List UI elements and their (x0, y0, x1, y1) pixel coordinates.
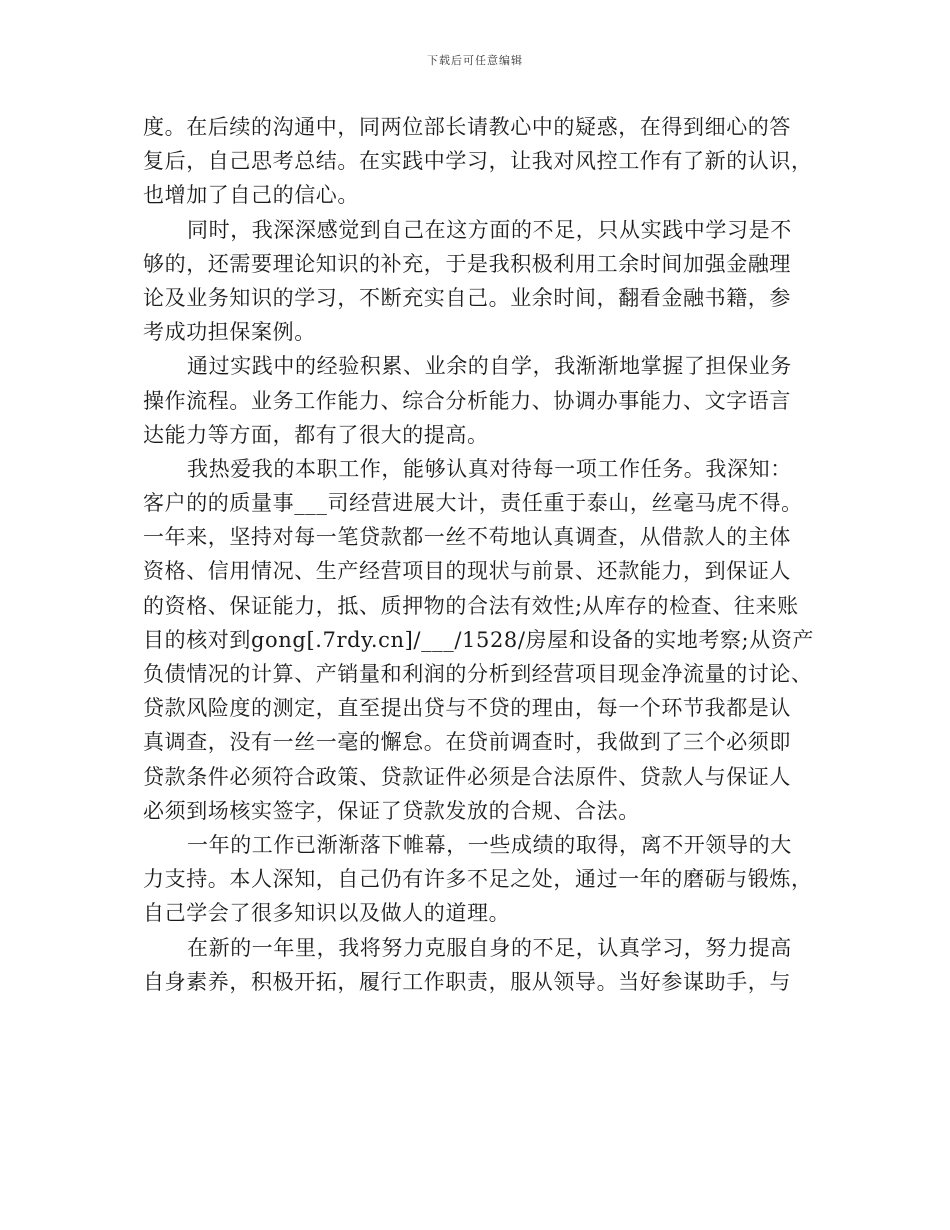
paragraph-first-line: 同时，我深深感觉到自己在这方面的不足，只从实践中学习是不 (187, 217, 792, 242)
text-line: 贷款条件必须符合政策、贷款证件必须是合法原件、贷款人与保证人 (143, 764, 791, 789)
text-line: 也增加了自己的信心。 (143, 183, 359, 208)
document-body (143, 110, 823, 999)
text-line: 考成功担保案例。 (143, 320, 316, 345)
text-line: 目的核对到gong[.7rdy.cn]/___/1528/房屋和设备的实地考察;从资产 (143, 627, 815, 652)
text-line: 论及业务知识的学习，不断充实自己。业余时间，翻看金融书籍，参 (143, 285, 791, 310)
text-line: 负债情况的计算、产销量和利润的分析到经营项目现金净流量的讨论、 (143, 662, 813, 686)
text-line: 一年来，坚持对每一笔贷款都一丝不苟地认真调查，从借款人的主体 (143, 525, 791, 550)
text-line: 操作流程。业务工作能力、综合分析能力、协调办事能力、文字语言 (143, 388, 791, 413)
text-line: 复后，自己思考总结。在实践中学习，让我对风控工作有了新的认识， (143, 149, 813, 174)
paragraph-first-line: 一年的工作已渐渐落下帷幕，一些成绩的取得，离不开领导的大 (187, 832, 792, 857)
text-line: 必须到场核实签字，保证了贷款发放的合规、合法。 (143, 798, 640, 823)
text-line: 真调查，没有一丝一毫的懈怠。在贷前调查时，我做到了三个必须即 (143, 730, 791, 755)
text-line: 够的，还需要理论知识的补充，于是我积极利用工余时间加强金融理 (143, 251, 791, 276)
text-line: 力支持。本人深知，自己仍有许多不足之处，通过一年的磨砺与锻炼， (143, 867, 813, 892)
text-line: 自身素养，积极开拓，履行工作职责，服从领导。当好参谋助手，与 (143, 969, 791, 994)
text-line: 达能力等方面，都有了很大的提高。 (143, 422, 489, 447)
text-line: 资格、信用情况、生产经营项目的现状与前景、还款能力，到保证人 (143, 559, 791, 584)
paragraph-first-line: 我热爱我的本职工作，能够认真对待每一项工作任务。我深知： (187, 456, 792, 481)
text-line: 自己学会了很多知识以及做人的道理。 (143, 901, 511, 926)
paragraph-first-line: 在新的一年里，我将努力克服自身的不足，认真学习，努力提高 (187, 935, 792, 960)
page-header: 下载后可任意编辑 (427, 54, 523, 67)
text-line: 客户的的质量事___司经营进展大计，责任重于泰山，丝毫马虎不得。 (143, 491, 803, 516)
text-line: 贷款风险度的测定，直至提出贷与不贷的理由，每一个环节我都是认 (143, 696, 791, 721)
text-line: 的资格、保证能力，抵、质押物的合法有效性;从库存的检查、往来账 (143, 593, 799, 618)
paragraph-first-line: 通过实践中的经验积累、业余的自学，我渐渐地掌握了担保业务 (187, 354, 792, 379)
text-line: 度。在后续的沟通中，同两位部长请教心中的疑惑，在得到细心的答 (143, 115, 791, 139)
